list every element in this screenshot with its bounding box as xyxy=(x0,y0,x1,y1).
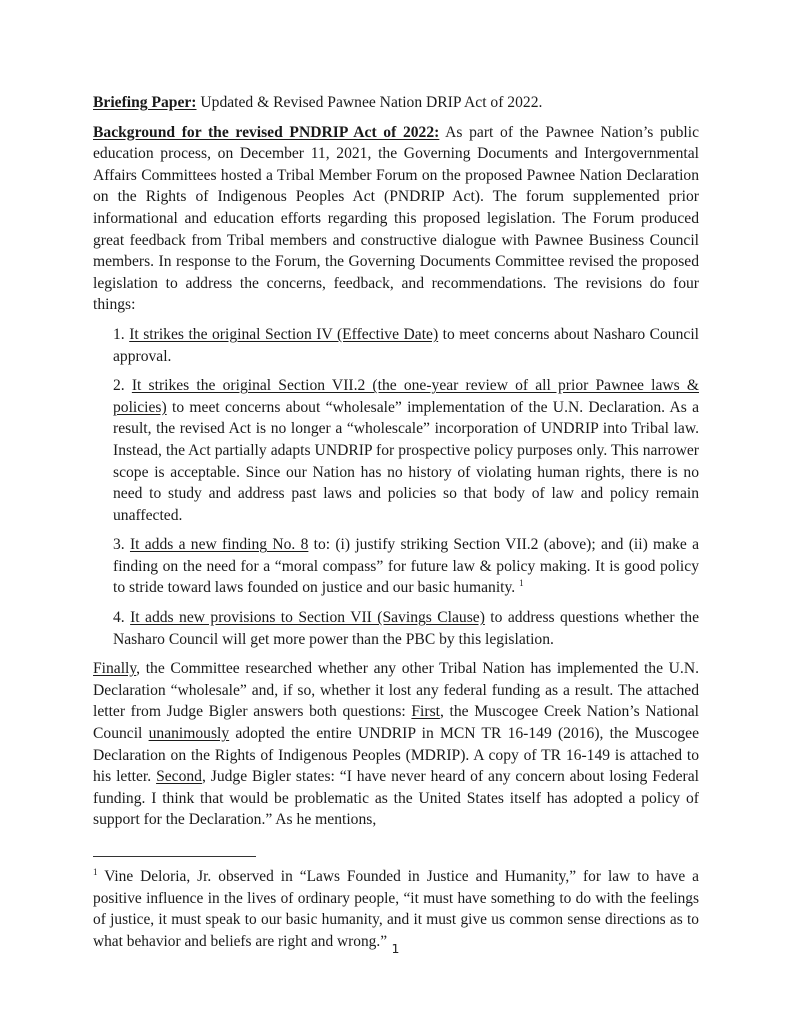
finally-text-4: , Judge Bigler states: “I have never heard of any concern about losing Federal funding. I think that would be problematic as the United States itself has adopted a policy of support for the Declaration.” As he mentions, xyxy=(93,768,699,829)
background-text: As part of the Pawnee Nation’s public education process, on December 11, 2021, the Governing Documents and Intergovernmental Affairs Committees hosted a Tribal Member Forum on the proposed Pawnee Nation Declaration on the Rights of Indigenous Peoples Act (PNDRIP Act). The forum supplemented prior informational and education efforts regarding this proposed legislation. The Forum produced great feedback from Tribal members and constructive dialogue with Pawnee Business Council members. In response to the Forum, the Governing Documents Committee revised the proposed legislation to address the concerns, feedback, and recommendations. The revisions do four things: xyxy=(93,123,700,314)
finally-text-2: , the Muscogee Creek Nation’s National Council xyxy=(93,703,699,743)
finally-label: Finally xyxy=(93,660,137,678)
document-title xyxy=(93,92,699,114)
footnote-reference[interactable]: 1 xyxy=(519,578,524,589)
item-number: 1. xyxy=(113,325,130,343)
item-number: 3. xyxy=(113,536,130,554)
unanimously-emphasis: unanimously xyxy=(148,725,230,743)
footnote xyxy=(93,866,699,952)
first-label: First xyxy=(411,703,440,721)
item-text: to meet concerns about “wholesale” implementation of the U.N. Declaration. As a result, the revised Act is no longer a “wholescale” incorporation of UNDRIP into Tribal law. Instead, the Act partially adapts UNDRIP for prospective policy purposes only. This narrower scope is acceptable. Since our Nation has no history of violating human rights, there is no need to study and address past laws and policies so that body of law and policy remain unaffected. xyxy=(113,398,699,524)
footnote-text: Vine Deloria, Jr. observed in “Laws Founded in Justice and Humanity,” for law to have a positive influence in the lives of ordinary people, “it must have something to do with the feelings of justice, it must speak to our basic humanity, and it must give us common sense directions as to what behavior and beliefs are right and wrong.” xyxy=(93,868,699,950)
document-page xyxy=(93,92,699,831)
item-text: to address questions whether the Nasharo Council will get more power than the PBC by this legislation. xyxy=(113,609,699,648)
revision-item-3 xyxy=(113,534,699,599)
item-text: to: (i) justify striking Section VII.2 (above); and (ii) make a finding on the need for a “moral compass” for future law & policy making. It is good policy to stride toward laws founded on justice and our basic humanity. xyxy=(113,536,700,597)
finally-text-3: adopted the entire UNDRIP in MCN TR 16-149 (2016), the Muscogee Declaration on the Rights of Indigenous Peoples (MDRIP). A copy of TR 16-149 is attached to his letter. xyxy=(93,725,699,786)
footnote-separator xyxy=(93,856,256,857)
item-underlined: It strikes the original Section VII.2 (the one-year review of all prior Pawnee laws & policies) xyxy=(113,377,699,416)
finally-paragraph xyxy=(93,658,699,831)
item-underlined: It strikes the original Section IV (Effective Date) xyxy=(129,325,439,343)
second-label: Second xyxy=(156,768,202,786)
item-text: to meet concerns about Nasharo Council approval. xyxy=(113,325,699,365)
title-text: Updated & Revised Pawnee Nation DRIP Act of 2022. xyxy=(196,94,543,111)
revision-item-1 xyxy=(113,324,699,367)
item-underlined: It adds a new finding No. 8 xyxy=(129,536,309,554)
background-heading: Background for the revised PNDRIP Act of 2022: xyxy=(93,123,440,141)
page-number: 1 xyxy=(391,941,400,956)
revision-item-2 xyxy=(113,375,699,526)
background-paragraph xyxy=(93,122,699,316)
item-number: 4. xyxy=(113,609,131,627)
item-underlined: It adds new provisions to Section VII (Savings Clause) xyxy=(130,609,485,627)
title-label: Briefing Paper: xyxy=(93,94,197,111)
footnote-marker: 1 xyxy=(93,866,98,877)
finally-text-1: , the Committee researched whether any other Tribal Nation has implemented the U.N. Declaration “wholesale” and, if so, whether it lost any federal funding as a result. The attached letter from Judge Bigler answers both questions: xyxy=(93,660,699,721)
revision-item-4 xyxy=(113,607,699,650)
item-number: 2. xyxy=(113,377,132,395)
